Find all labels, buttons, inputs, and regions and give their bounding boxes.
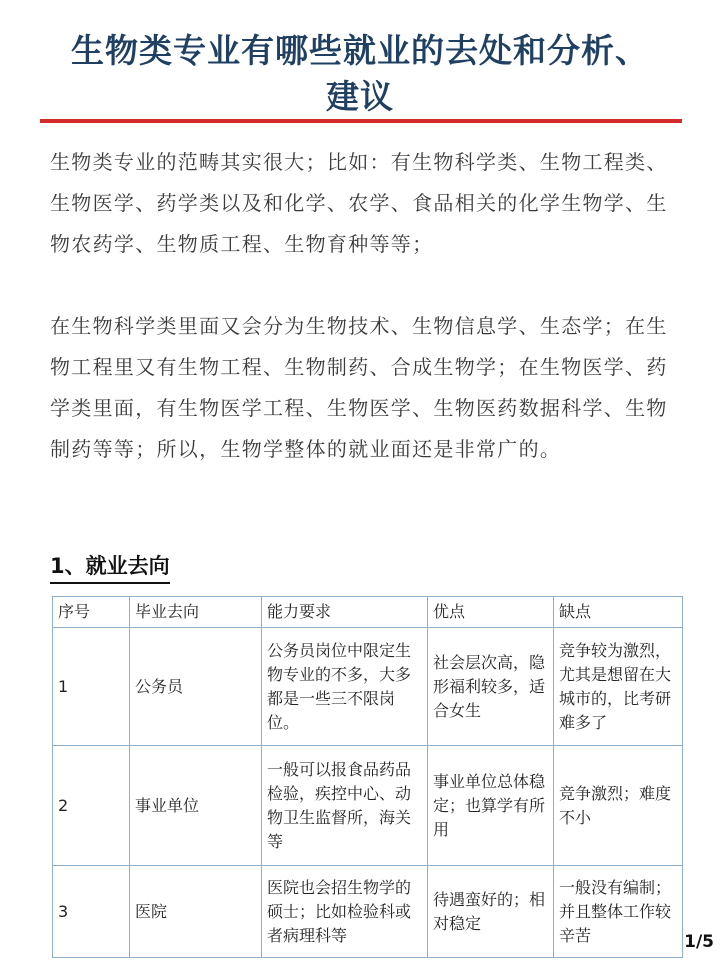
document-title <box>40 28 680 120</box>
cell-advantages: 社会层次高，隐形福利较多，适合女生 <box>428 628 554 746</box>
employment-table <box>52 596 683 958</box>
section-heading-employment: 1、就业去向 <box>50 550 170 582</box>
cell-destination: 事业单位 <box>130 746 262 866</box>
paragraph-intro: 生物类专业的范畴其实很大；比如：有生物科学类、生物工程类、生物医学、药学类以及和化学、农学、食品相关的化学生物学、生物农药学、生物质工程、生物育种等等； <box>50 150 668 256</box>
table-row <box>53 866 683 958</box>
header-cell-requirements: 能力要求 <box>262 597 428 628</box>
page-indicator: 1/5 <box>684 932 714 952</box>
table-row <box>53 746 683 866</box>
cell-disadvantages: 竞争激烈；难度不小 <box>554 746 683 866</box>
header-cell-destination: 毕业去向 <box>130 597 262 628</box>
title-line-2: 建议 <box>326 77 394 116</box>
cell-index: 2 <box>53 746 130 866</box>
header-cell-advantages: 优点 <box>428 597 554 628</box>
table-row <box>53 628 683 746</box>
cell-destination: 公务员 <box>130 628 262 746</box>
cell-requirements: 医院也会招生物学的硕士；比如检验科或者病理科等 <box>262 866 428 958</box>
cell-requirements: 一般可以报食品药品检验，疾控中心、动物卫生监督所，海关等 <box>262 746 428 866</box>
table-header-row <box>53 597 683 628</box>
header-cell-index: 序号 <box>53 597 130 628</box>
cell-index: 1 <box>53 628 130 746</box>
cell-disadvantages: 竞争较为激烈，尤其是想留在大城市的，比考研难多了 <box>554 628 683 746</box>
cell-requirements: 公务员岗位中限定生物专业的不多，大多都是一些三不限岗位。 <box>262 628 428 746</box>
cell-index: 3 <box>53 866 130 958</box>
title-divider <box>40 119 682 123</box>
cell-advantages: 事业单位总体稳定；也算学有所用 <box>428 746 554 866</box>
title-line-1: 生物类专业有哪些就业的去处和分析、 <box>71 31 649 70</box>
cell-advantages: 待遇蛮好的；相对稳定 <box>428 866 554 958</box>
cell-destination: 医院 <box>130 866 262 958</box>
paragraph-subcategories: 在生物科学类里面又会分为生物技术、生物信息学、生态学；在生物工程里又有生物工程、生物制药、合成生物学；在生物医学、药学类里面，有生物医学工程、生物医学、生物医药数据科学、生物制药等等；所以，生物学整体的就业面还是非常广的。 <box>50 314 668 461</box>
cell-disadvantages: 一般没有编制；并且整体工作较辛苦 <box>554 866 683 958</box>
header-cell-disadvantages: 缺点 <box>554 597 683 628</box>
